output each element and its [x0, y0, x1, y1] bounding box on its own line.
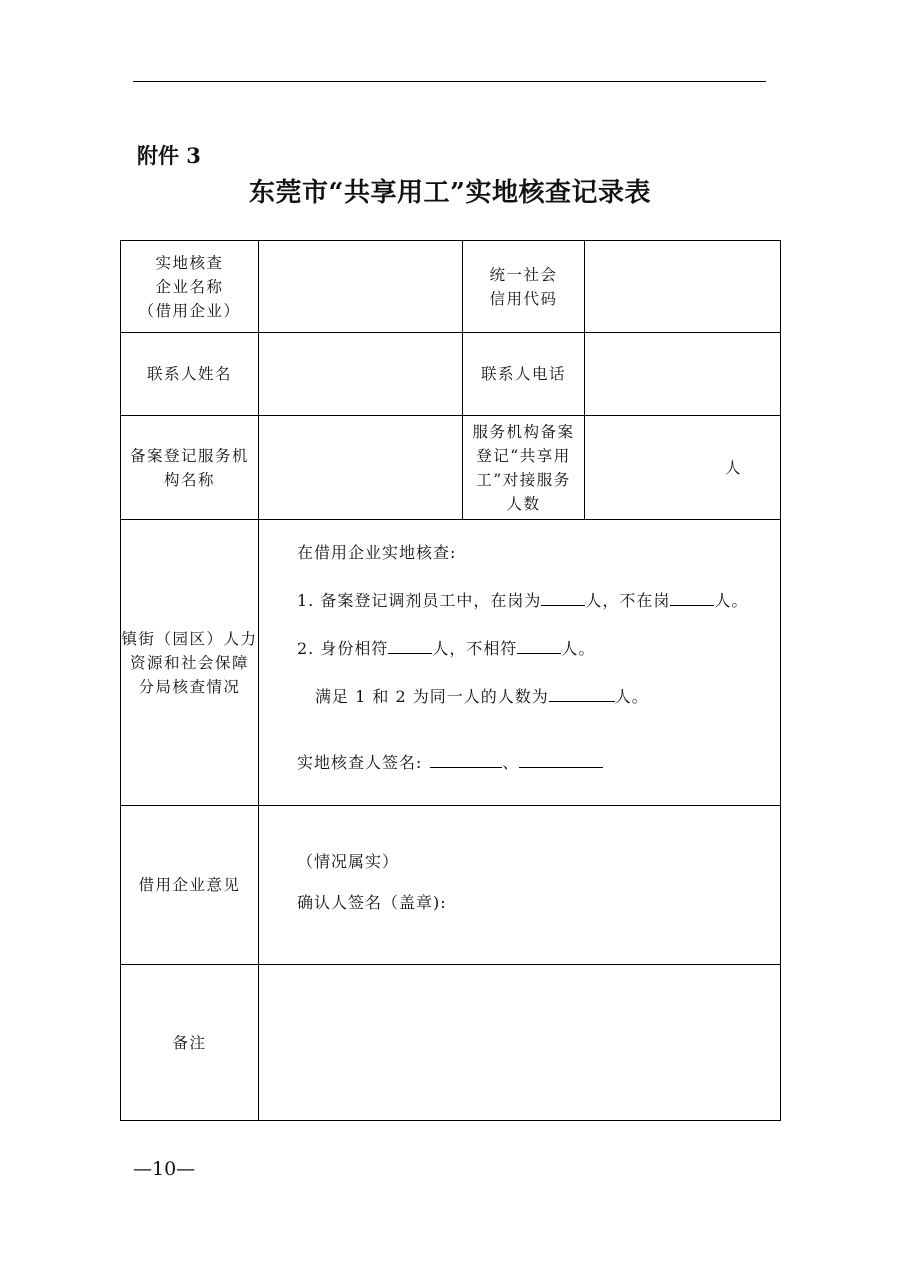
confirm-signature: 确认人签名（盖章): [297, 893, 447, 912]
unit-label: 人 [724, 458, 742, 477]
inspection-form [120, 240, 781, 1121]
agency-name-label: 备案登记服务机 构名称 [121, 416, 259, 520]
inspector-signature-blank-2[interactable] [519, 749, 603, 768]
form-row-contact [121, 333, 781, 416]
form-row-company [121, 241, 781, 333]
form-row-remarks [121, 965, 781, 1121]
form-row-agency [121, 416, 781, 520]
opinion-status: （情况属实） [297, 852, 400, 871]
verification-line-3: 满足 1 和 2 为同一人的人数为 人。 [297, 683, 780, 709]
id-mismatch-count-blank[interactable] [517, 635, 561, 654]
form-row-verification [121, 520, 781, 806]
company-name-label: 实地核查 企业名称 （借用企业） [121, 241, 259, 333]
off-duty-count-blank[interactable] [670, 587, 714, 606]
contact-name-field[interactable] [259, 333, 463, 416]
verification-label: 镇街（园区）人力 资源和社会保障 分局核查情况 [121, 520, 259, 806]
inspector-signature-blank-1[interactable] [430, 749, 502, 768]
attachment-label: 附件 3 [137, 143, 201, 168]
credit-code-label: 统一社会 信用代码 [463, 241, 585, 333]
company-opinion-content[interactable] [259, 806, 781, 965]
agency-name-field[interactable] [259, 416, 463, 520]
inspector-signature-line: 实地核查人签名: 、 [297, 749, 780, 775]
header-rule [133, 81, 766, 82]
verification-intro: 在借用企业实地核查: [297, 543, 457, 562]
form-row-opinion [121, 806, 781, 965]
verification-line-2: 2. 身份相符 人，不相符 人。 [297, 635, 780, 661]
contact-name-label: 联系人姓名 [121, 333, 259, 416]
page-number: —10— [133, 1158, 196, 1180]
verification-content [259, 520, 781, 806]
credit-code-field[interactable] [585, 241, 781, 333]
id-match-count-blank[interactable] [388, 635, 432, 654]
remarks-label: 备注 [121, 965, 259, 1121]
contact-phone-field[interactable] [585, 333, 781, 416]
contact-phone-label: 联系人电话 [463, 333, 585, 416]
verification-line-1: 1. 备案登记调剂员工中，在岗为 人，不在岗 人。 [297, 587, 780, 613]
company-name-field[interactable] [259, 241, 463, 333]
service-count-field[interactable] [585, 416, 781, 520]
page-title: 东莞市“共享用工”实地核查记录表 [249, 178, 651, 208]
company-opinion-label: 借用企业意见 [121, 806, 259, 965]
remarks-field[interactable] [259, 965, 781, 1121]
both-satisfied-count-blank[interactable] [549, 683, 615, 702]
service-count-label: 服务机构备案 登记“共享用 工”对接服务 人数 [463, 416, 585, 520]
on-duty-count-blank[interactable] [541, 587, 585, 606]
